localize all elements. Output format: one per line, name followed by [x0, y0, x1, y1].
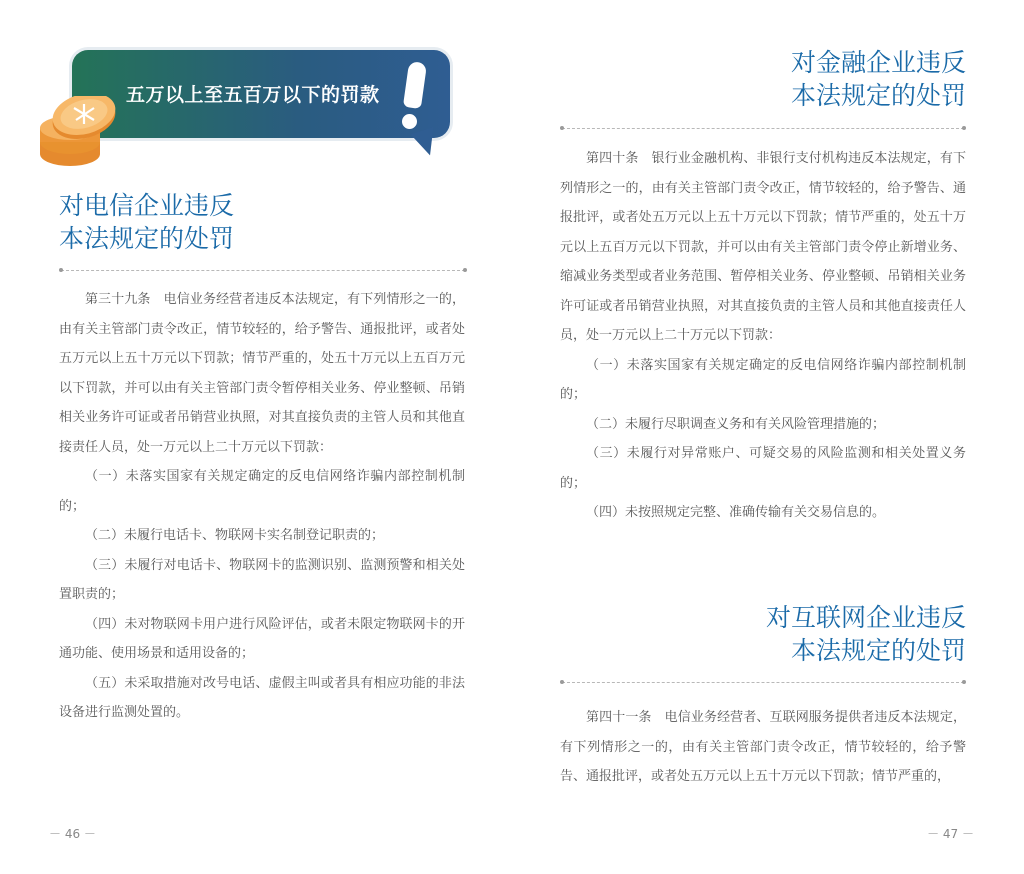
paragraph: （三）未履行对异常账户、可疑交易的风险监测和相关处置义务的；: [560, 446, 966, 491]
paragraph: （二）未履行尽职调查义务和有关风险管理措施的；: [586, 416, 886, 432]
exclamation-icon: [403, 61, 427, 109]
article-39-text: [59, 285, 465, 728]
article-41-text: [560, 703, 966, 792]
paragraph: （一）未落实国家有关规定确定的反电信网络诈骗内部控制机制的；: [59, 469, 465, 514]
paragraph: （五）未采取措施对改号电话、虚假主叫或者具有相应功能的非法设备进行监测处置的。: [59, 675, 465, 720]
section-heading-internet: 对互联网企业违反 本法规定的处罚: [765, 603, 966, 665]
paragraph: （一）未落实国家有关规定确定的反电信网络诈骗内部控制机制的；: [560, 357, 966, 402]
coin-stack-icon: [36, 96, 126, 170]
page-number: － 46 －: [49, 827, 96, 841]
paragraph: （四）未按照规定完整、准确传输有关交易信息的。: [586, 505, 886, 520]
paragraph: （四）未对物联网卡用户进行风险评估，或者未限定物联网卡的开通功能、使用场景和适用设备的；: [59, 616, 465, 661]
article-40-text: [560, 144, 966, 528]
exclamation-dot-icon: [402, 114, 417, 129]
section-heading: 对电信企业违反 本法规定的处罚: [59, 191, 235, 253]
paragraph: 第四十条 银行业金融机构、非银行支付机构违反本法规定，有下列情形之一的，由有关主管部门责令改正，情节较轻的，给予警告、通报批评，或者处五万元以上五十万元以下罚款；情节严重的，处五十万元以上五百万元以下罚款，并可以由有关主管部门责令停止新增业务、缩减业务类型或者业务范围、暂停相关业务、停业整顿、吊销相关业务许可证或者吊销营业执照，对其直接负责的主管人员和其他直接责任人员，处一万元以上二十万元以下罚款：: [560, 151, 966, 343]
section-heading-finance: 对金融企业违反 本法规定的处罚: [790, 48, 966, 110]
banner-title: 五万以上至五百万以下的罚款: [126, 84, 380, 106]
dashed-divider: [61, 270, 465, 271]
dashed-divider: [562, 682, 964, 683]
speech-bubble-tail: [411, 127, 442, 159]
penalty-banner: [72, 50, 450, 138]
paragraph: 第四十一条 电信业务经营者、互联网服务提供者违反本法规定，有下列情形之一的，由有关主管部门责令改正，情节较轻的，给予警告、通报批评，或者处五万元以上五十万元以下罚款；情节严重的，: [560, 710, 966, 784]
paragraph: （二）未履行电话卡、物联网卡实名制登记职责的；: [85, 528, 385, 543]
page-number: － 47 －: [927, 827, 974, 841]
paragraph: （三）未履行对电话卡、物联网卡的监测识别、监测预警和相关处置职责的；: [59, 557, 465, 602]
dashed-divider: [562, 128, 964, 129]
right-page: [512, 0, 1024, 874]
paragraph: 第三十九条 电信业务经营者违反本法规定，有下列情形之一的，由有关主管部门责令改正，情节较轻的，给予警告、通报批评，或者处五万元以上五十万元以下罚款；情节严重的，处五十万元以上五百万元以下罚款，并可以由有关主管部门责令暂停相关业务、停业整顿、吊销相关业务许可证或者吊销营业执照，对其直接负责的主管人员和其他直接责任人员，处一万元以上二十万元以下罚款：: [59, 292, 465, 455]
